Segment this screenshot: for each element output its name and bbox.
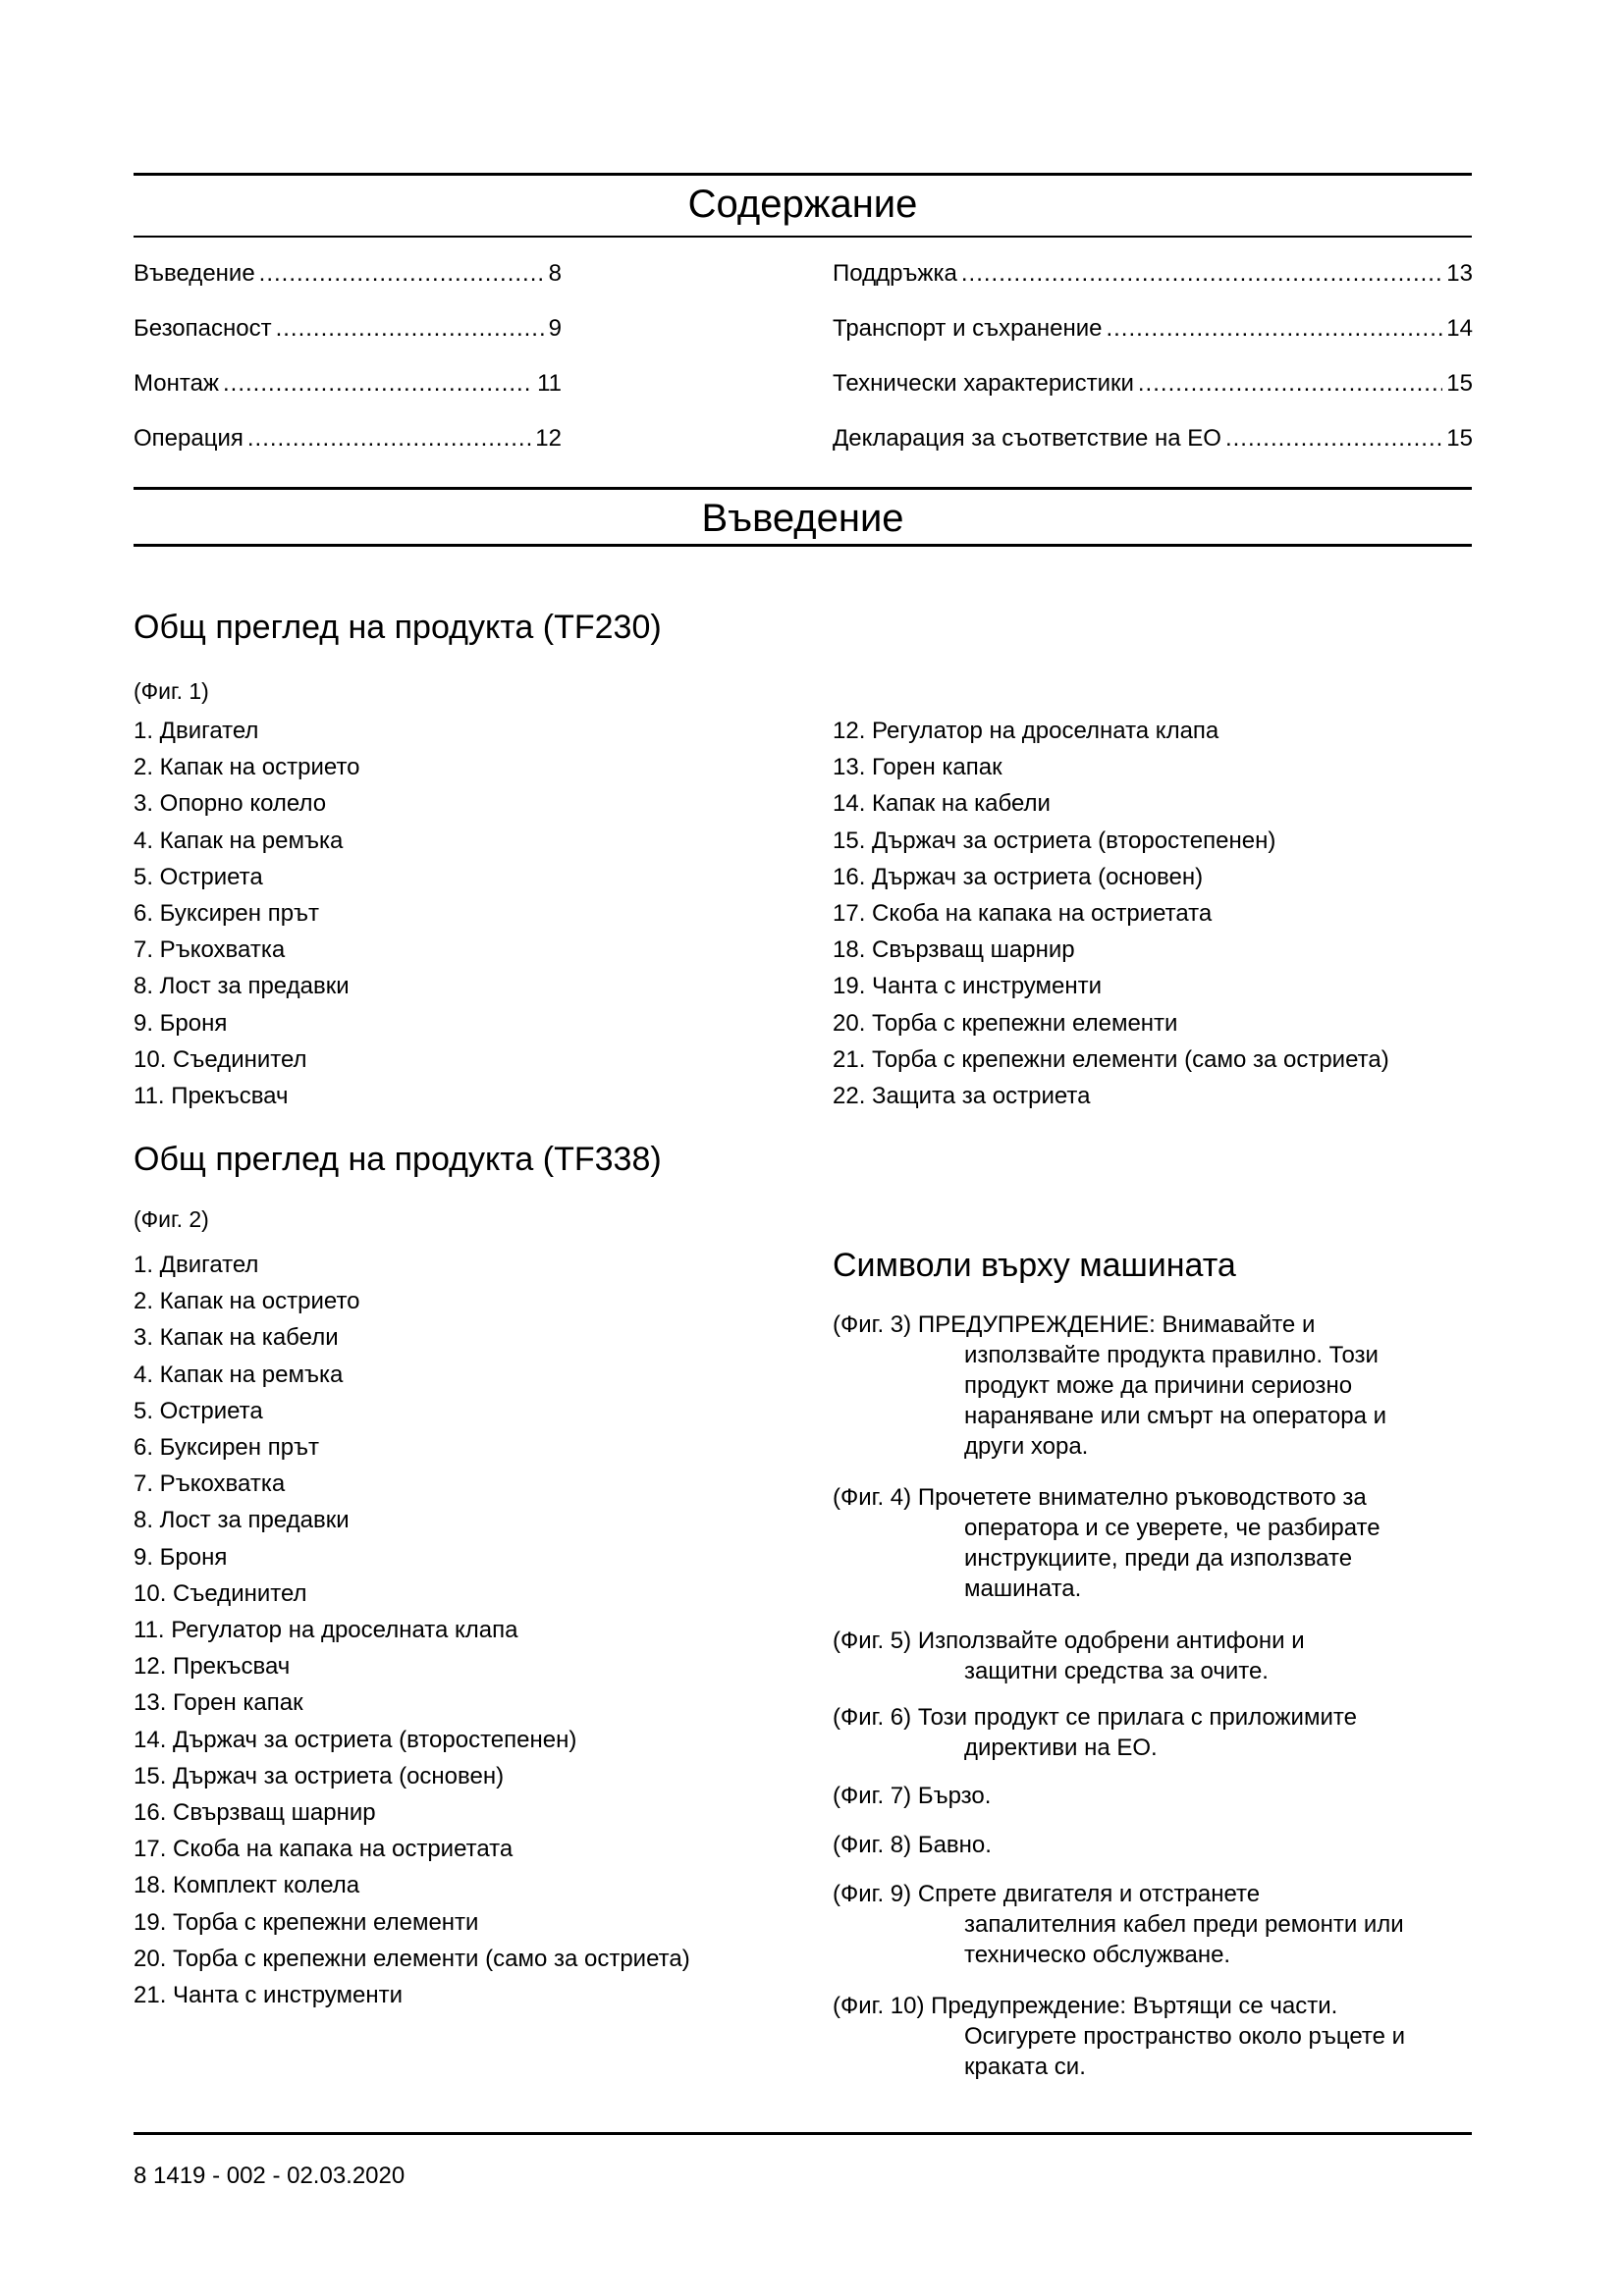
list-item: 15. Държач за остриета (основен) bbox=[134, 1762, 505, 1789]
toc-entry-label: Транспорт и съхранение bbox=[833, 315, 1103, 342]
list-item: 16. Държач за остриета (основен) bbox=[833, 863, 1204, 890]
symbol-entry-first-line: (Фиг. 10) Предупреждение: Въртящи се части. bbox=[833, 1993, 1338, 2019]
list-item: 11. Прекъсвач bbox=[134, 1083, 289, 1110]
toc-leader bbox=[276, 314, 545, 344]
list-item: 2. Капак на острието bbox=[134, 1288, 360, 1315]
symbol-entry bbox=[833, 1991, 1481, 2082]
toc-entry-label: Безопасност bbox=[134, 315, 272, 342]
list-item: 1. Двигател bbox=[134, 1252, 259, 1278]
toc-entry[interactable] bbox=[833, 314, 1473, 344]
toc-leader bbox=[1106, 314, 1442, 344]
list-item: 4. Капак на ремъка bbox=[134, 827, 344, 854]
overview-tf230-figure-ref: (Фиг. 1) bbox=[134, 678, 209, 704]
toc-entry-page: 8 bbox=[548, 260, 562, 287]
overview-tf338-heading: Общ преглед на продукта (TF338) bbox=[134, 1141, 662, 1178]
toc-entry[interactable] bbox=[833, 259, 1473, 289]
symbol-entry-line: защитни средства за очите. bbox=[964, 1658, 1269, 1684]
list-item: 9. Броня bbox=[134, 1543, 228, 1571]
toc-leader bbox=[961, 259, 1442, 289]
toc-entry-page: 13 bbox=[1446, 260, 1473, 287]
list-item: 21. Торба с крепежни елементи (само за остриета) bbox=[833, 1045, 1389, 1073]
overview-tf230-heading: Общ преглед на продукта (TF230) bbox=[134, 609, 662, 646]
toc-title: Содержание bbox=[687, 183, 918, 226]
list-item: 7. Ръкохватка bbox=[134, 1470, 286, 1498]
symbol-entry-first-line: (Фиг. 3) ПРЕДУПРЕЖДЕНИЕ: Внимавайте и bbox=[833, 1311, 1316, 1338]
toc-entry-label: Технически характеристики bbox=[833, 370, 1134, 397]
list-item: 3. Опорно колело bbox=[134, 790, 327, 818]
intro-top-rule bbox=[134, 487, 1472, 490]
toc-leader bbox=[1225, 424, 1442, 454]
toc-entry-page: 15 bbox=[1446, 370, 1473, 397]
list-item: 14. Капак на кабели bbox=[833, 790, 1051, 818]
list-item: 12. Прекъсвач bbox=[134, 1653, 291, 1681]
toc-leader bbox=[247, 424, 531, 454]
symbol-entry-line: инструкциите, преди да използвате bbox=[964, 1545, 1353, 1572]
toc-entry[interactable] bbox=[833, 424, 1473, 454]
toc-entry-page: 11 bbox=[537, 370, 562, 397]
list-item: 17. Скоба на капака на остриетата bbox=[134, 1836, 514, 1863]
symbol-entry-line: краката си. bbox=[964, 2054, 1086, 2080]
symbol-entry-line: нараняване или смърт на оператора и bbox=[964, 1403, 1387, 1429]
list-item: 20. Торба с крепежни елементи bbox=[833, 1009, 1178, 1037]
toc-title-rule bbox=[134, 236, 1472, 238]
footer-rule bbox=[134, 2132, 1472, 2135]
symbol-entry bbox=[833, 1702, 1481, 1763]
list-item: 7. Ръкохватка bbox=[134, 936, 286, 964]
symbol-entry bbox=[833, 1879, 1481, 1970]
symbol-entry bbox=[833, 1781, 1481, 1811]
toc-entry-label: Операция bbox=[134, 425, 244, 452]
list-item: 14. Държач за остриета (второстепенен) bbox=[134, 1726, 577, 1753]
list-item: 12. Регулатор на дроселната клапа bbox=[833, 718, 1219, 744]
list-item: 6. Буксирен прът bbox=[134, 1434, 320, 1462]
toc-entry-page: 14 bbox=[1446, 315, 1473, 342]
symbol-entry-first-line: (Фиг. 9) Спрете двигателя и отстранете bbox=[833, 1881, 1261, 1907]
toc-leader bbox=[223, 369, 533, 399]
symbol-entry-first-line: (Фиг. 5) Използвайте одобрени антифони и bbox=[833, 1628, 1305, 1654]
list-item: 5. Остриета bbox=[134, 863, 263, 890]
list-item: 10. Съединител bbox=[134, 1045, 307, 1073]
symbol-entry-line: машината. bbox=[964, 1575, 1082, 1602]
toc-entry-label: Въведение bbox=[134, 260, 255, 287]
overview-tf338-list bbox=[134, 1247, 690, 2013]
intro-bottom-rule bbox=[134, 544, 1472, 547]
list-item: 18. Свързващ шарнир bbox=[833, 936, 1075, 964]
toc-entry[interactable] bbox=[833, 369, 1473, 399]
list-item: 19. Торба с крепежни елементи bbox=[134, 1908, 479, 1936]
symbol-entry-line: използвайте продукта правилно. Този bbox=[964, 1342, 1379, 1368]
list-item: 20. Торба с крепежни елементи (само за остриета) bbox=[134, 1945, 690, 1972]
list-item: 1. Двигател bbox=[134, 718, 259, 744]
symbol-entry-line: други хора. bbox=[964, 1433, 1089, 1460]
list-item: 16. Свързващ шарнир bbox=[134, 1799, 376, 1827]
list-item: 13. Горен капак bbox=[833, 754, 1002, 781]
list-item: 22. Защита за остриета bbox=[833, 1083, 1091, 1110]
toc-entry-label: Декларация за съответствие на ЕО bbox=[833, 425, 1221, 452]
list-item: 13. Горен капак bbox=[134, 1689, 303, 1717]
overview-tf230-list-right bbox=[833, 713, 1389, 1114]
toc-entry[interactable] bbox=[134, 424, 562, 454]
symbol-entry-line: запалителния кабел преди ремонти или bbox=[964, 1911, 1404, 1938]
footer-doc-id: 8 1419 - 002 - 02.03.2020 bbox=[134, 2163, 406, 2189]
symbol-entry-first-line: (Фиг. 7) Бързо. bbox=[833, 1783, 992, 1809]
toc-leader bbox=[259, 259, 545, 289]
symbol-entry bbox=[833, 1309, 1481, 1462]
list-item: 19. Чанта с инструменти bbox=[833, 973, 1102, 1000]
list-item: 8. Лост за предавки bbox=[134, 1507, 350, 1534]
list-item: 11. Регулатор на дроселната клапа bbox=[134, 1617, 518, 1644]
symbols-heading: Символи върху машината bbox=[833, 1247, 1236, 1284]
symbol-entry-first-line: (Фиг. 8) Бавно. bbox=[833, 1832, 992, 1858]
list-item: 6. Буксирен прът bbox=[134, 900, 320, 928]
toc-entry-page: 12 bbox=[535, 425, 562, 452]
toc-entry[interactable] bbox=[134, 314, 562, 344]
intro-title: Въведение bbox=[701, 497, 904, 540]
list-item: 8. Лост за предавки bbox=[134, 973, 350, 1000]
toc-entry-label: Поддръжка bbox=[833, 260, 957, 287]
overview-tf230-list-left bbox=[134, 713, 360, 1114]
top-rule bbox=[134, 173, 1472, 176]
toc-entry[interactable] bbox=[134, 369, 562, 399]
symbol-entry-line: директиви на ЕО. bbox=[964, 1735, 1158, 1761]
toc-entry-label: Монтаж bbox=[134, 370, 219, 397]
symbol-entry bbox=[833, 1626, 1481, 1686]
overview-tf338-figure-ref: (Фиг. 2) bbox=[134, 1206, 209, 1232]
list-item: 10. Съединител bbox=[134, 1579, 307, 1607]
symbol-entry-line: оператора и се уверете, че разбирате bbox=[964, 1515, 1380, 1541]
list-item: 9. Броня bbox=[134, 1009, 228, 1037]
list-item: 2. Капак на острието bbox=[134, 754, 360, 781]
list-item: 18. Комплект колела bbox=[134, 1872, 360, 1899]
symbol-entry bbox=[833, 1482, 1481, 1604]
symbol-entry-line: продукт може да причини сериозно bbox=[964, 1372, 1353, 1399]
list-item: 3. Капак на кабели bbox=[134, 1324, 339, 1352]
list-item: 5. Остриета bbox=[134, 1397, 263, 1424]
symbol-entry-first-line: (Фиг. 6) Този продукт се прилага с приложимите bbox=[833, 1704, 1357, 1731]
toc-leader bbox=[1138, 369, 1442, 399]
symbol-entry-line: Осигурете пространство около ръцете и bbox=[964, 2023, 1406, 2050]
list-item: 17. Скоба на капака на остриетата bbox=[833, 900, 1213, 928]
toc-entry-page: 9 bbox=[548, 315, 562, 342]
symbol-entry-first-line: (Фиг. 4) Прочетете внимателно ръководството за bbox=[833, 1484, 1367, 1511]
list-item: 4. Капак на ремъка bbox=[134, 1361, 344, 1388]
toc-entry-page: 15 bbox=[1446, 425, 1473, 452]
symbol-entry-line: техническо обслужване. bbox=[964, 1942, 1231, 1968]
toc-entry[interactable] bbox=[134, 259, 562, 289]
symbol-entry bbox=[833, 1830, 1481, 1860]
list-item: 15. Държач за остриета (второстепенен) bbox=[833, 827, 1276, 854]
list-item: 21. Чанта с инструменти bbox=[134, 1982, 403, 2009]
